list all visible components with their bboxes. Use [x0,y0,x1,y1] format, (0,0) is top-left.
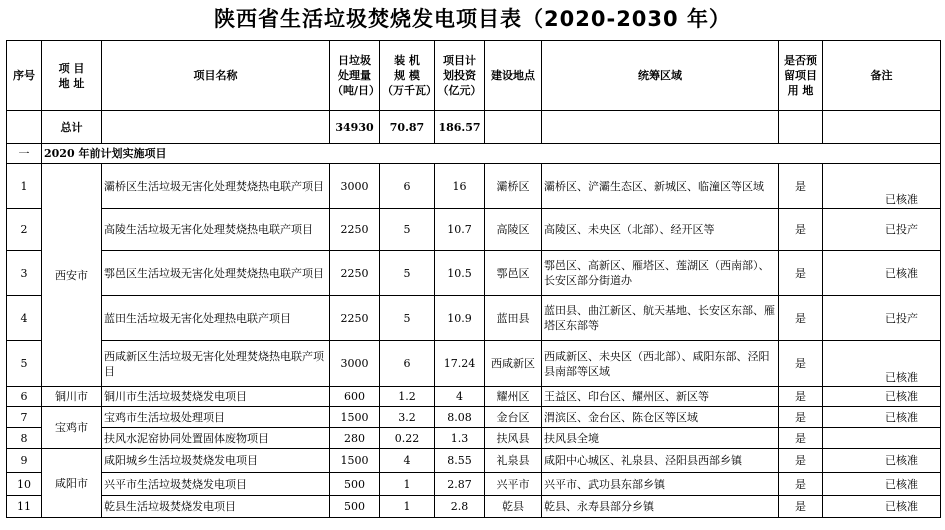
table-row [7,449,941,473]
row-capacity: 500 [330,473,380,496]
row-investment: 10.7 [435,209,485,251]
row-site: 礼泉县 [485,449,542,473]
row-area: 乾县、永寿县部分乡镇 [542,496,779,518]
row-reserved: 是 [779,387,823,407]
header-seq: 序号 [7,41,42,111]
page-title: 陕西省生活垃圾焚烧发电项目表（2020-2030 年） [214,7,731,31]
row-capacity: 2250 [330,251,380,296]
total-scale: 70.87 [380,111,435,144]
row-capacity: 1500 [330,407,380,428]
row-capacity: 500 [330,496,380,518]
row-seq: 9 [7,449,42,473]
total-label: 总计 [42,111,102,144]
row-scale: 6 [380,164,435,209]
row-capacity: 280 [330,428,380,449]
row-scale: 0.22 [380,428,435,449]
row-name: 灞桥区生活垃圾无害化处理焚烧热电联产项目 [102,164,330,209]
row-remark: 已核准 [823,496,941,518]
table-row [7,473,941,496]
row-investment: 1.3 [435,428,485,449]
table-row [7,407,941,428]
row-reserved: 是 [779,209,823,251]
total-investment: 186.57 [435,111,485,144]
header-capacity: 日垃圾 处理量 （吨/日） [330,41,380,111]
row-scale: 6 [380,341,435,387]
row-remark [823,428,941,449]
row-capacity: 1500 [330,449,380,473]
table-row [7,164,941,209]
row-reserved: 是 [779,407,823,428]
row-area: 西咸新区、未央区（西北部）、咸阳东部、泾阳县南部等区域 [542,341,779,387]
row-site: 乾县 [485,496,542,518]
row-reserved: 是 [779,296,823,341]
header-investment: 项目计 划投资 （亿元） [435,41,485,111]
row-name: 鄠邑区生活垃圾无害化处理焚烧热电联产项目 [102,251,330,296]
row-area: 高陵区、未央区（北部）、经开区等 [542,209,779,251]
row-scale: 1 [380,473,435,496]
row-seq: 5 [7,341,42,387]
section-row [7,144,941,164]
row-capacity: 3000 [330,164,380,209]
header-location: 项 目 地 址 [42,41,102,111]
row-city: 西安市 [42,164,102,387]
project-table [6,40,941,518]
row-seq: 7 [7,407,42,428]
row-seq: 6 [7,387,42,407]
row-reserved: 是 [779,164,823,209]
row-remark: 已核准 [823,164,941,209]
row-seq: 8 [7,428,42,449]
row-reserved: 是 [779,341,823,387]
row-investment: 16 [435,164,485,209]
row-remark: 已核准 [823,449,941,473]
row-investment: 2.8 [435,496,485,518]
row-scale: 5 [380,209,435,251]
row-scale: 5 [380,251,435,296]
row-area: 咸阳中心城区、礼泉县、泾阳县西部乡镇 [542,449,779,473]
table-row [7,251,941,296]
row-investment: 17.24 [435,341,485,387]
row-remark: 已核准 [823,387,941,407]
row-reserved: 是 [779,449,823,473]
row-investment: 8.08 [435,407,485,428]
row-scale: 5 [380,296,435,341]
header-area: 统筹区域 [542,41,779,111]
row-capacity: 600 [330,387,380,407]
row-capacity: 2250 [330,296,380,341]
total-capacity: 34930 [330,111,380,144]
row-name: 扶风水泥窑协同处置固体废物项目 [102,428,330,449]
header-remark: 备注 [823,41,941,111]
header-reserved: 是否预 留项目 用 地 [779,41,823,111]
row-remark: 已投产 [823,296,941,341]
row-investment: 10.5 [435,251,485,296]
row-investment: 10.9 [435,296,485,341]
row-seq: 4 [7,296,42,341]
row-name: 咸阳城乡生活垃圾焚烧发电项目 [102,449,330,473]
row-capacity: 3000 [330,341,380,387]
row-site: 金台区 [485,407,542,428]
row-seq: 3 [7,251,42,296]
row-remark: 已核准 [823,341,941,387]
header-name: 项目名称 [102,41,330,111]
table-row [7,496,941,518]
row-name: 高陵生活垃圾无害化处理焚烧热电联产项目 [102,209,330,251]
row-area: 蓝田县、曲江新区、航天基地、长安区东部、雁塔区东部等 [542,296,779,341]
row-site: 鄠邑区 [485,251,542,296]
row-scale: 4 [380,449,435,473]
table-row [7,209,941,251]
row-reserved: 是 [779,496,823,518]
table-row [7,428,941,449]
row-seq: 10 [7,473,42,496]
row-reserved: 是 [779,251,823,296]
row-site: 高陵区 [485,209,542,251]
row-name: 乾县生活垃圾焚烧发电项目 [102,496,330,518]
row-scale: 3.2 [380,407,435,428]
row-reserved: 是 [779,473,823,496]
row-capacity: 2250 [330,209,380,251]
row-seq: 11 [7,496,42,518]
row-site: 西咸新区 [485,341,542,387]
row-reserved: 是 [779,428,823,449]
header-site: 建设地点 [485,41,542,111]
row-scale: 1 [380,496,435,518]
row-remark: 已核准 [823,473,941,496]
row-area: 扶风县全境 [542,428,779,449]
row-name: 铜川市生活垃圾焚烧发电项目 [102,387,330,407]
table-row [7,387,941,407]
row-area: 王益区、印台区、耀州区、新区等 [542,387,779,407]
header-scale: 装 机 规 模 （万千瓦） [380,41,435,111]
row-remark: 已核准 [823,251,941,296]
row-investment: 4 [435,387,485,407]
table-row [7,296,941,341]
row-remark: 已核准 [823,407,941,428]
row-remark: 已投产 [823,209,941,251]
row-city: 铜川市 [42,387,102,407]
row-city: 宝鸡市 [42,407,102,449]
row-name: 西咸新区生活垃圾无害化处理焚烧热电联产项目 [102,341,330,387]
row-scale: 1.2 [380,387,435,407]
row-area: 灞桥区、浐灞生态区、新城区、临潼区等区域 [542,164,779,209]
row-name: 蓝田生活垃圾无害化处理热电联产项目 [102,296,330,341]
table-row [7,341,941,387]
row-area: 兴平市、武功县东部乡镇 [542,473,779,496]
row-area: 鄠邑区、高新区、雁塔区、莲湖区（西南部）、长安区部分街道办 [542,251,779,296]
section-number: 一 [7,144,42,164]
section-label: 2020 年前计划实施项目 [42,144,941,164]
header-row [7,41,941,111]
row-site: 蓝田县 [485,296,542,341]
row-investment: 8.55 [435,449,485,473]
row-name: 兴平市生活垃圾焚烧发电项目 [102,473,330,496]
row-site: 灞桥区 [485,164,542,209]
row-name: 宝鸡市生活垃圾处理项目 [102,407,330,428]
row-site: 耀州区 [485,387,542,407]
total-row [7,111,941,144]
row-seq: 1 [7,164,42,209]
row-city: 咸阳市 [42,449,102,518]
row-site: 兴平市 [485,473,542,496]
row-seq: 2 [7,209,42,251]
row-investment: 2.87 [435,473,485,496]
row-site: 扶风县 [485,428,542,449]
row-area: 渭滨区、金台区、陈仓区等区域 [542,407,779,428]
